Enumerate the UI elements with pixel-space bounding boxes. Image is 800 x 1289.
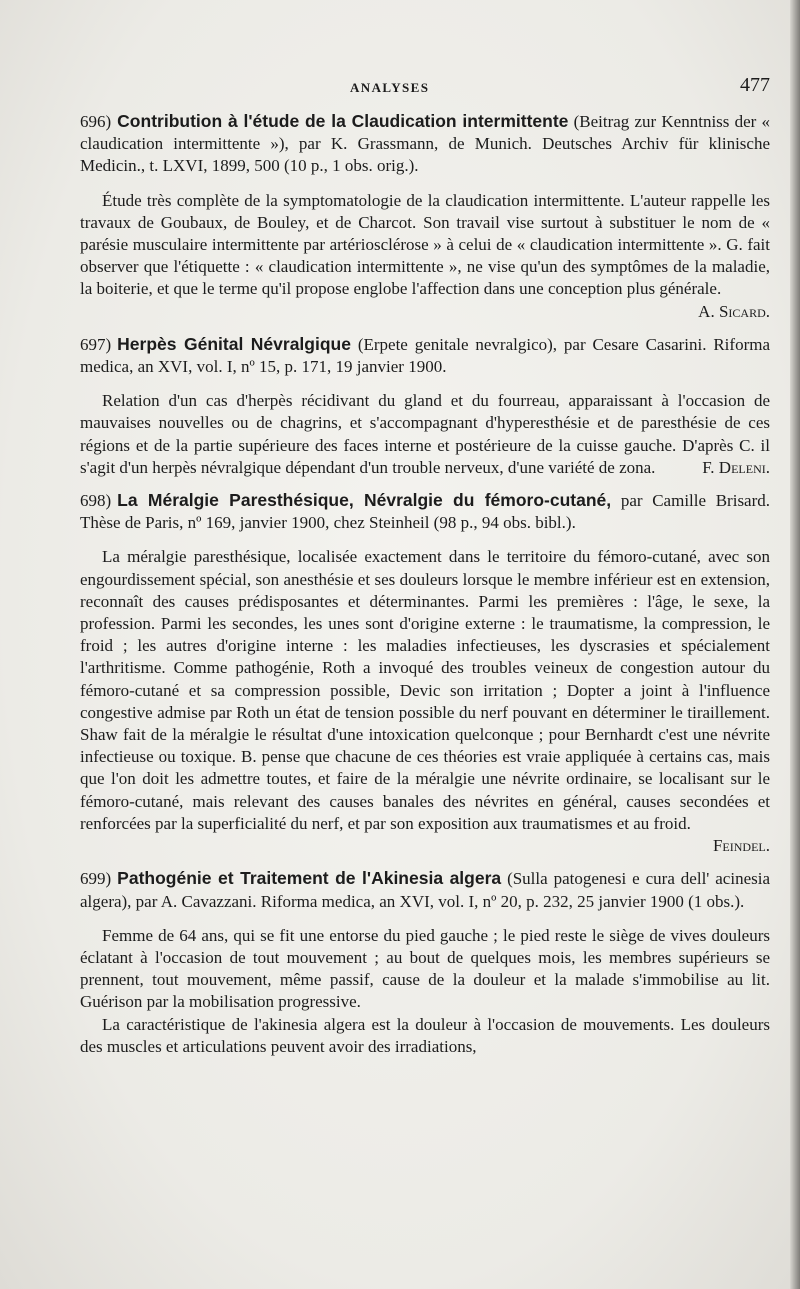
entry-title: Contribution à l'étude de la Claudication intermittente — [117, 111, 569, 131]
entry-signature: F. Deleni. — [702, 457, 770, 477]
entry-699 — [80, 867, 770, 1058]
entry-paragraph: Femme de 64 ans, qui se fit une entorse du pied gauche ; le pied reste le siège de vives douleurs éclatant à l'occasion de tout mouvement ; au bout de quelques mois, les membres supérieurs se prennent, tout mouvement, même passif, cause de la douleur et la malade s'immobilise au lit. Guérison par la mobilisation progressive. — [80, 925, 770, 1012]
entry-heading — [80, 489, 770, 534]
page-header — [80, 74, 770, 100]
page-body — [80, 110, 770, 1058]
entry-title: La Méralgie Paresthésique, Névralgie du fémoro-cutané, — [117, 490, 612, 511]
entry-title: Herpès Génital Névralgique — [117, 333, 351, 354]
page-number: 477 — [740, 74, 770, 96]
entry-number: 696) — [80, 112, 112, 131]
entry-title: Pathogénie et Traitement de l'Akinesia algera — [117, 868, 502, 889]
entry-signature: Feindel. — [712, 836, 770, 856]
entry-number: 698) — [80, 491, 112, 511]
paragraph-text: La méralgie paresthésique, localisée exactement dans le territoire du fémoro-cutané, avec son engourdissement spécial, son anesthésie et ses douleurs lorsque le membre inférieur est en extension, reconnaît des causes prédisposantes et déterminantes. Parmi les premières : l'âge, le sexe, la profession. Parmi les secondes, les unes sont d'origine externe : le traumatisme, la compression, le froid ; les autres d'origine interne : les maladies infectieuses, les dyscrasies et spécialement l'arthritisme. Comme pathogénie, Roth a invoqué des troubles veineux de congestion autour du fémoro-cutané et sa compression possible, Devic son irritation ; Dopter a joint à l'influence congestive admise par Roth un état de tension possible du nerf pouvant en déterminer le tiraillement. Shaw fait de la méralgie le résultat d'une intoxication quelconque ; pour Bernhardt c'est une névrite infectieuse ou toxique. B. pense que chacune de ces théories est vraie appliquée à certains cas, mais que l'on doit les admettre toutes, et faire de la méralgie une névrite ordinaire, se localisant sur le fémoro-cutané, mais relevant des causes banales des névrites en général, causes secondées et renforcées par la superficialité du nerf, et par son exposition aux traumatismes et au froid. — [80, 547, 770, 833]
entry-citation: (Erpete genitale nevralgico), par Cesare Casarini. Riforma medica, an XVI, vol. I, nº 15, p. 171, 19 janvier 1900. — [80, 334, 771, 377]
entry-paragraph — [80, 546, 770, 857]
entry-697 — [80, 333, 770, 479]
entry-paragraph — [80, 190, 770, 323]
entry-citation: par Camille Brisard. Thèse de Paris, nº 169, janvier 1900, chez Steinheil (98 p., 94 obs. bibl.). — [80, 491, 771, 533]
entry-heading — [80, 867, 770, 912]
entry-696 — [80, 110, 770, 323]
entry-paragraph — [80, 390, 770, 479]
running-title: ANALYSES — [350, 80, 430, 95]
entry-heading — [80, 110, 770, 178]
entry-citation: (Sulla patogenesi e cura dell' acinesia algera), par A. Cavazzani. Riforma medica, an XVI, vol. I, nº 20, p. 232, 25 janvier 1900 (1 obs.). — [80, 869, 771, 911]
paragraph-text: Étude très complète de la symptomatologie de la claudication intermittente. L'auteur rappelle les travaux de Goubaux, de Bouley, et de Charcot. Son travail vise surtout à substituer le nom de « parésie musculaire intermittente par artériosclérose » à celui de « claudication intermittente ». G. fait observer que l'étiquette : « claudication intermittente », ne vise qu'un des symptômes de la maladie, la boiterie, et que le terme qu'il propose englobe l'affection dans une conception plus générale. — [80, 190, 770, 299]
entry-paragraph: La caractéristique de l'akinesia algera est la douleur à l'occasion de mouvements. Les douleurs des muscles et articulations peuvent avoir des irradiations, — [80, 1014, 770, 1056]
entry-signature: A. Sicard. — [698, 301, 770, 321]
entry-698 — [80, 489, 770, 857]
entry-citation: (Beitrag zur Kenntniss der « claudication intermittente »), par K. Grassmann, de Munich. Deutsches Archiv für klinische Medicin., t. LXVI, 1899, 500 (10 p., 1 obs. orig.). — [80, 112, 770, 176]
entry-heading — [80, 333, 770, 378]
entry-number: 699) — [80, 869, 112, 889]
entry-number: 697) — [80, 334, 112, 354]
paragraph-text: Relation d'un cas d'herpès récidivant du gland et du fourreau, apparaissant à l'occasion de mauvaises nouvelles ou de chagrins, et s'accompagnant d'hyperesthésie et de paresthésie de ces régions et de la partie supérieure des faces interne et postérieure de la cuisse gauche. D'après C. il s'agit d'un herpès névralgique dépendant d'un trouble nerveux, d'une variété de zona. — [80, 391, 770, 477]
